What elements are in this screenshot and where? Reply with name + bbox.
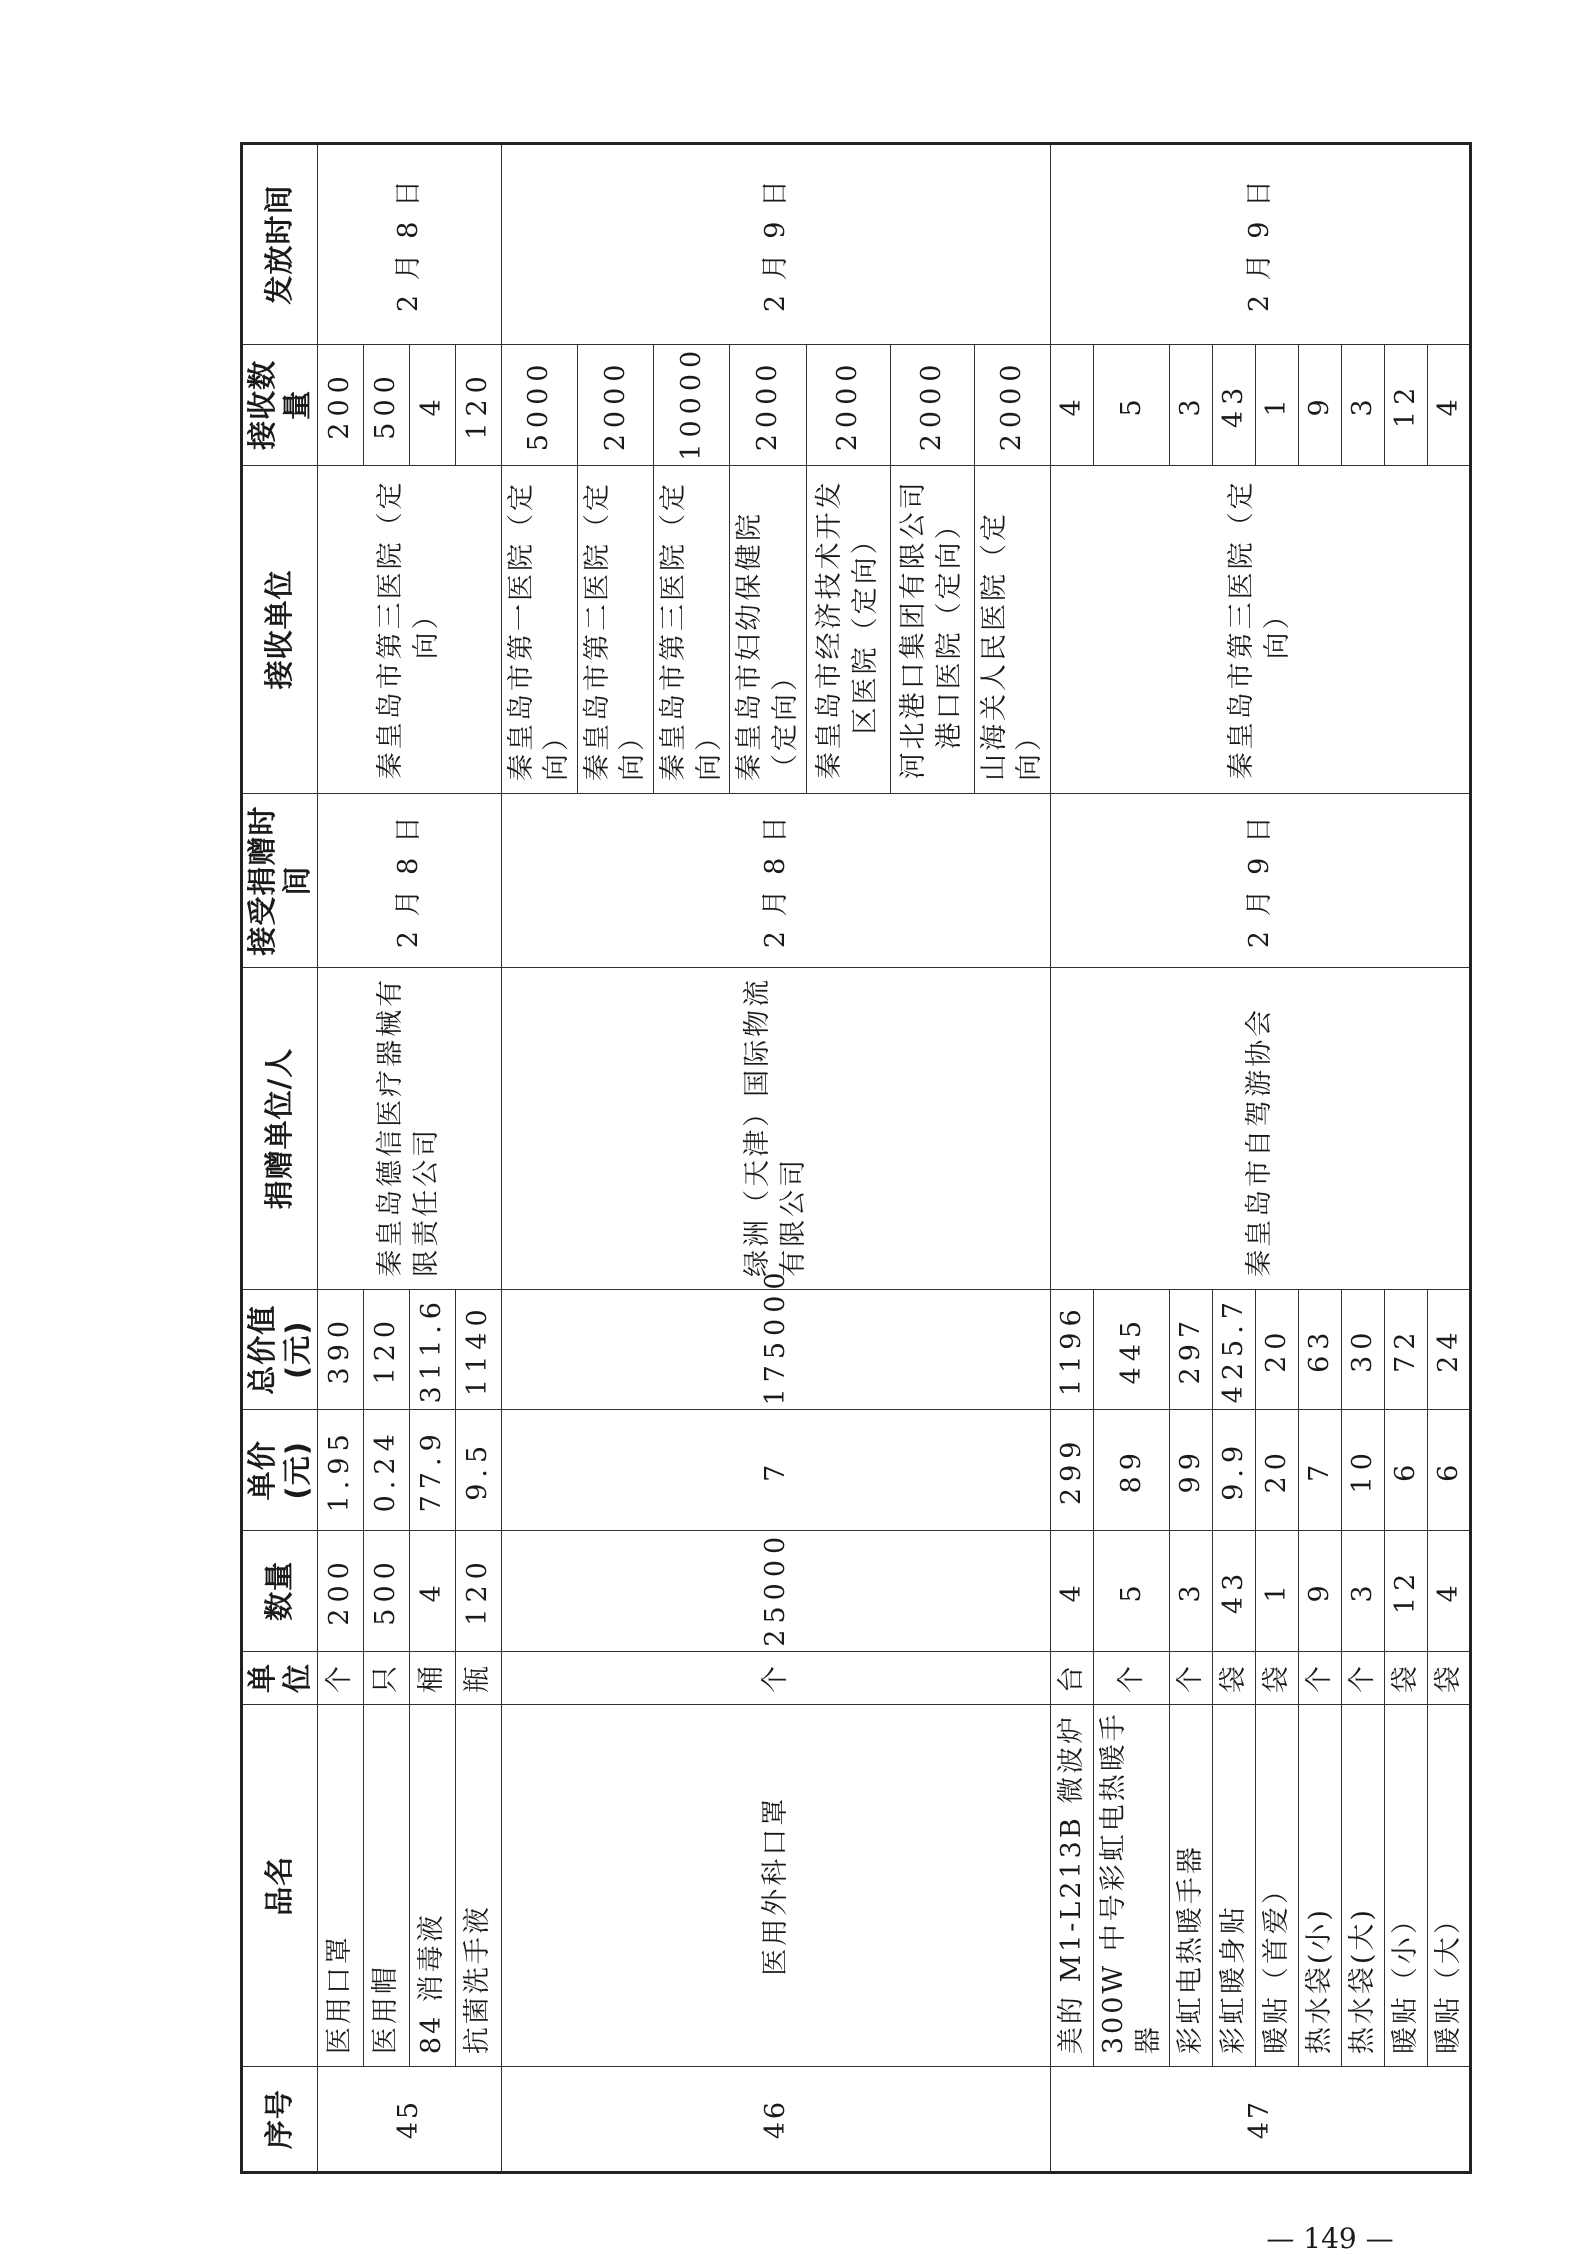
item-price: 0.24 bbox=[363, 1410, 409, 1531]
recv-qty: 120 bbox=[455, 345, 501, 466]
item-name: 热水袋(大) bbox=[1342, 1705, 1385, 2067]
item-qty: 4 bbox=[1050, 1531, 1093, 1652]
donation-table bbox=[240, 142, 1472, 2174]
item-price: 77.9 bbox=[409, 1410, 455, 1531]
item-name: 暖贴（大） bbox=[1428, 1705, 1471, 2067]
item-price: 299 bbox=[1050, 1410, 1093, 1531]
item-unit: 个 bbox=[1299, 1651, 1342, 1705]
header-receiver: 接收单位 bbox=[242, 465, 318, 793]
date-out-cell: 2 月 9 日 bbox=[1050, 144, 1470, 345]
item-unit: 袋 bbox=[1213, 1651, 1256, 1705]
recv-qty: 200 bbox=[317, 345, 363, 466]
recv-qty: 4 bbox=[1050, 345, 1093, 466]
item-total: 24 bbox=[1428, 1289, 1471, 1410]
seq-cell: 47 bbox=[1050, 2067, 1470, 2173]
recv-qty: 10000 bbox=[654, 345, 730, 466]
item-unit: 个 bbox=[1342, 1651, 1385, 1705]
item-unit: 袋 bbox=[1428, 1651, 1471, 1705]
item-name: 暖贴（小） bbox=[1385, 1705, 1428, 2067]
date-recv-cell: 2 月 8 日 bbox=[501, 794, 1050, 968]
item-price: 1.95 bbox=[317, 1410, 363, 1531]
header-price: 单价(元) bbox=[242, 1410, 318, 1531]
item-price: 7 bbox=[501, 1410, 1050, 1531]
header-name: 品名 bbox=[242, 1705, 318, 2067]
date-out-cell: 2 月 9 日 bbox=[501, 144, 1050, 345]
recv-qty: 9 bbox=[1299, 345, 1342, 466]
table-row bbox=[1050, 144, 1093, 2173]
item-name: 美的 M1-L213B 微波炉 bbox=[1050, 1705, 1093, 2067]
header-date-out: 发放时间 bbox=[242, 144, 318, 345]
header-total: 总价值(元) bbox=[242, 1289, 318, 1410]
item-unit: 袋 bbox=[1256, 1651, 1299, 1705]
item-total: 120 bbox=[363, 1289, 409, 1410]
item-qty: 25000 bbox=[501, 1531, 1050, 1652]
header-qty: 数量 bbox=[242, 1531, 318, 1652]
item-price: 89 bbox=[1093, 1410, 1169, 1531]
item-price: 20 bbox=[1256, 1410, 1299, 1531]
item-total: 30 bbox=[1342, 1289, 1385, 1410]
recv-qty: 2000 bbox=[806, 345, 890, 466]
item-total: 311.6 bbox=[409, 1289, 455, 1410]
item-name: 暖贴（首爱） bbox=[1256, 1705, 1299, 2067]
item-qty: 5 bbox=[1093, 1531, 1169, 1652]
item-qty: 3 bbox=[1342, 1531, 1385, 1652]
item-total: 175000 bbox=[501, 1289, 1050, 1410]
receiver-cell: 秦皇岛市第二医院（定向） bbox=[577, 465, 653, 793]
item-unit: 瓶 bbox=[455, 1651, 501, 1705]
recv-qty: 2000 bbox=[974, 345, 1050, 466]
item-price: 7 bbox=[1299, 1410, 1342, 1531]
donor-cell: 秦皇岛德信医疗器械有限责任公司 bbox=[317, 968, 501, 1290]
recv-qty: 43 bbox=[1213, 345, 1256, 466]
header-row bbox=[242, 144, 318, 2173]
header-donor: 捐赠单位/人 bbox=[242, 968, 318, 1290]
item-price: 6 bbox=[1385, 1410, 1428, 1531]
item-unit: 袋 bbox=[1385, 1651, 1428, 1705]
item-total: 390 bbox=[317, 1289, 363, 1410]
item-unit: 个 bbox=[1170, 1651, 1213, 1705]
item-total: 1196 bbox=[1050, 1289, 1093, 1410]
item-unit: 桶 bbox=[409, 1651, 455, 1705]
item-qty: 4 bbox=[1428, 1531, 1471, 1652]
receiver-cell: 秦皇岛市第一医院（定向） bbox=[501, 465, 577, 793]
seq-cell: 46 bbox=[501, 2067, 1050, 2173]
receiver-cell: 秦皇岛市妇幼保健院（定向） bbox=[730, 465, 806, 793]
recv-qty: 5 bbox=[1093, 345, 1169, 466]
page-number: — 149 — bbox=[1266, 2222, 1394, 2255]
recv-qty: 2000 bbox=[730, 345, 806, 466]
item-price: 99 bbox=[1170, 1410, 1213, 1531]
donor-cell: 秦皇岛市自驾游协会 bbox=[1050, 968, 1470, 1290]
item-total: 20 bbox=[1256, 1289, 1299, 1410]
item-qty: 200 bbox=[317, 1531, 363, 1652]
item-qty: 3 bbox=[1170, 1531, 1213, 1652]
receiver-cell: 河北港口集团有限公司港口医院（定向） bbox=[890, 465, 974, 793]
item-unit: 只 bbox=[363, 1651, 409, 1705]
header-seq: 序号 bbox=[242, 2067, 318, 2173]
receiver-cell: 秦皇岛市经济技术开发区医院（定向） bbox=[806, 465, 890, 793]
item-total: 297 bbox=[1170, 1289, 1213, 1410]
recv-qty: 4 bbox=[1428, 345, 1471, 466]
item-qty: 9 bbox=[1299, 1531, 1342, 1652]
table-row bbox=[317, 144, 363, 2173]
item-total: 72 bbox=[1385, 1289, 1428, 1410]
item-total: 425.7 bbox=[1213, 1289, 1256, 1410]
receiver-cell: 秦皇岛市第三医院（定向） bbox=[317, 465, 501, 793]
item-name: 医用口罩 bbox=[317, 1705, 363, 2067]
donor-cell: 绿洲（天津）国际物流有限公司 bbox=[501, 968, 1050, 1290]
item-price: 9.9 bbox=[1213, 1410, 1256, 1531]
table-row bbox=[501, 144, 577, 2173]
item-name: 医用帽 bbox=[363, 1705, 409, 2067]
item-total: 63 bbox=[1299, 1289, 1342, 1410]
item-name: 彩虹暖身贴 bbox=[1213, 1705, 1256, 2067]
header-unit: 单位 bbox=[242, 1651, 318, 1705]
item-unit: 个 bbox=[1093, 1651, 1169, 1705]
item-name: 医用外科口罩 bbox=[501, 1705, 1050, 2067]
header-date-recv: 接受捐赠时间 bbox=[242, 794, 318, 968]
recv-qty: 12 bbox=[1385, 345, 1428, 466]
item-unit: 个 bbox=[501, 1651, 1050, 1705]
item-qty: 1 bbox=[1256, 1531, 1299, 1652]
receiver-cell: 山海关人民医院（定向） bbox=[974, 465, 1050, 793]
item-name: 抗菌洗手液 bbox=[455, 1705, 501, 2067]
seq-cell: 45 bbox=[317, 2067, 501, 2173]
recv-qty: 3 bbox=[1342, 345, 1385, 466]
item-price: 6 bbox=[1428, 1410, 1471, 1531]
receiver-cell: 秦皇岛市第三医院（定向） bbox=[1050, 465, 1470, 793]
item-name: 热水袋(小) bbox=[1299, 1705, 1342, 2067]
date-recv-cell: 2 月 8 日 bbox=[317, 794, 501, 968]
item-total: 445 bbox=[1093, 1289, 1169, 1410]
receiver-cell: 秦皇岛市第三医院（定向） bbox=[654, 465, 730, 793]
recv-qty: 2000 bbox=[577, 345, 653, 466]
date-out-cell: 2 月 8 日 bbox=[317, 144, 501, 345]
item-qty: 120 bbox=[455, 1531, 501, 1652]
item-qty: 43 bbox=[1213, 1531, 1256, 1652]
date-recv-cell: 2 月 9 日 bbox=[1050, 794, 1470, 968]
item-price: 10 bbox=[1342, 1410, 1385, 1531]
item-name: 84 消毒液 bbox=[409, 1705, 455, 2067]
item-name: 彩虹电热暖手器 bbox=[1170, 1705, 1213, 2067]
recv-qty: 2000 bbox=[890, 345, 974, 466]
recv-qty: 5000 bbox=[501, 345, 577, 466]
header-recv-qty: 接收数量 bbox=[242, 345, 318, 466]
item-price: 9.5 bbox=[455, 1410, 501, 1531]
item-qty: 12 bbox=[1385, 1531, 1428, 1652]
recv-qty: 1 bbox=[1256, 345, 1299, 466]
item-unit: 台 bbox=[1050, 1651, 1093, 1705]
recv-qty: 3 bbox=[1170, 345, 1213, 466]
recv-qty: 500 bbox=[363, 345, 409, 466]
recv-qty: 4 bbox=[409, 345, 455, 466]
item-qty: 4 bbox=[409, 1531, 455, 1652]
item-qty: 500 bbox=[363, 1531, 409, 1652]
item-total: 1140 bbox=[455, 1289, 501, 1410]
rotated-table-wrapper bbox=[240, 142, 1464, 2174]
item-unit: 个 bbox=[317, 1651, 363, 1705]
item-name: 300W 中号彩虹电热暖手器 bbox=[1093, 1705, 1169, 2067]
